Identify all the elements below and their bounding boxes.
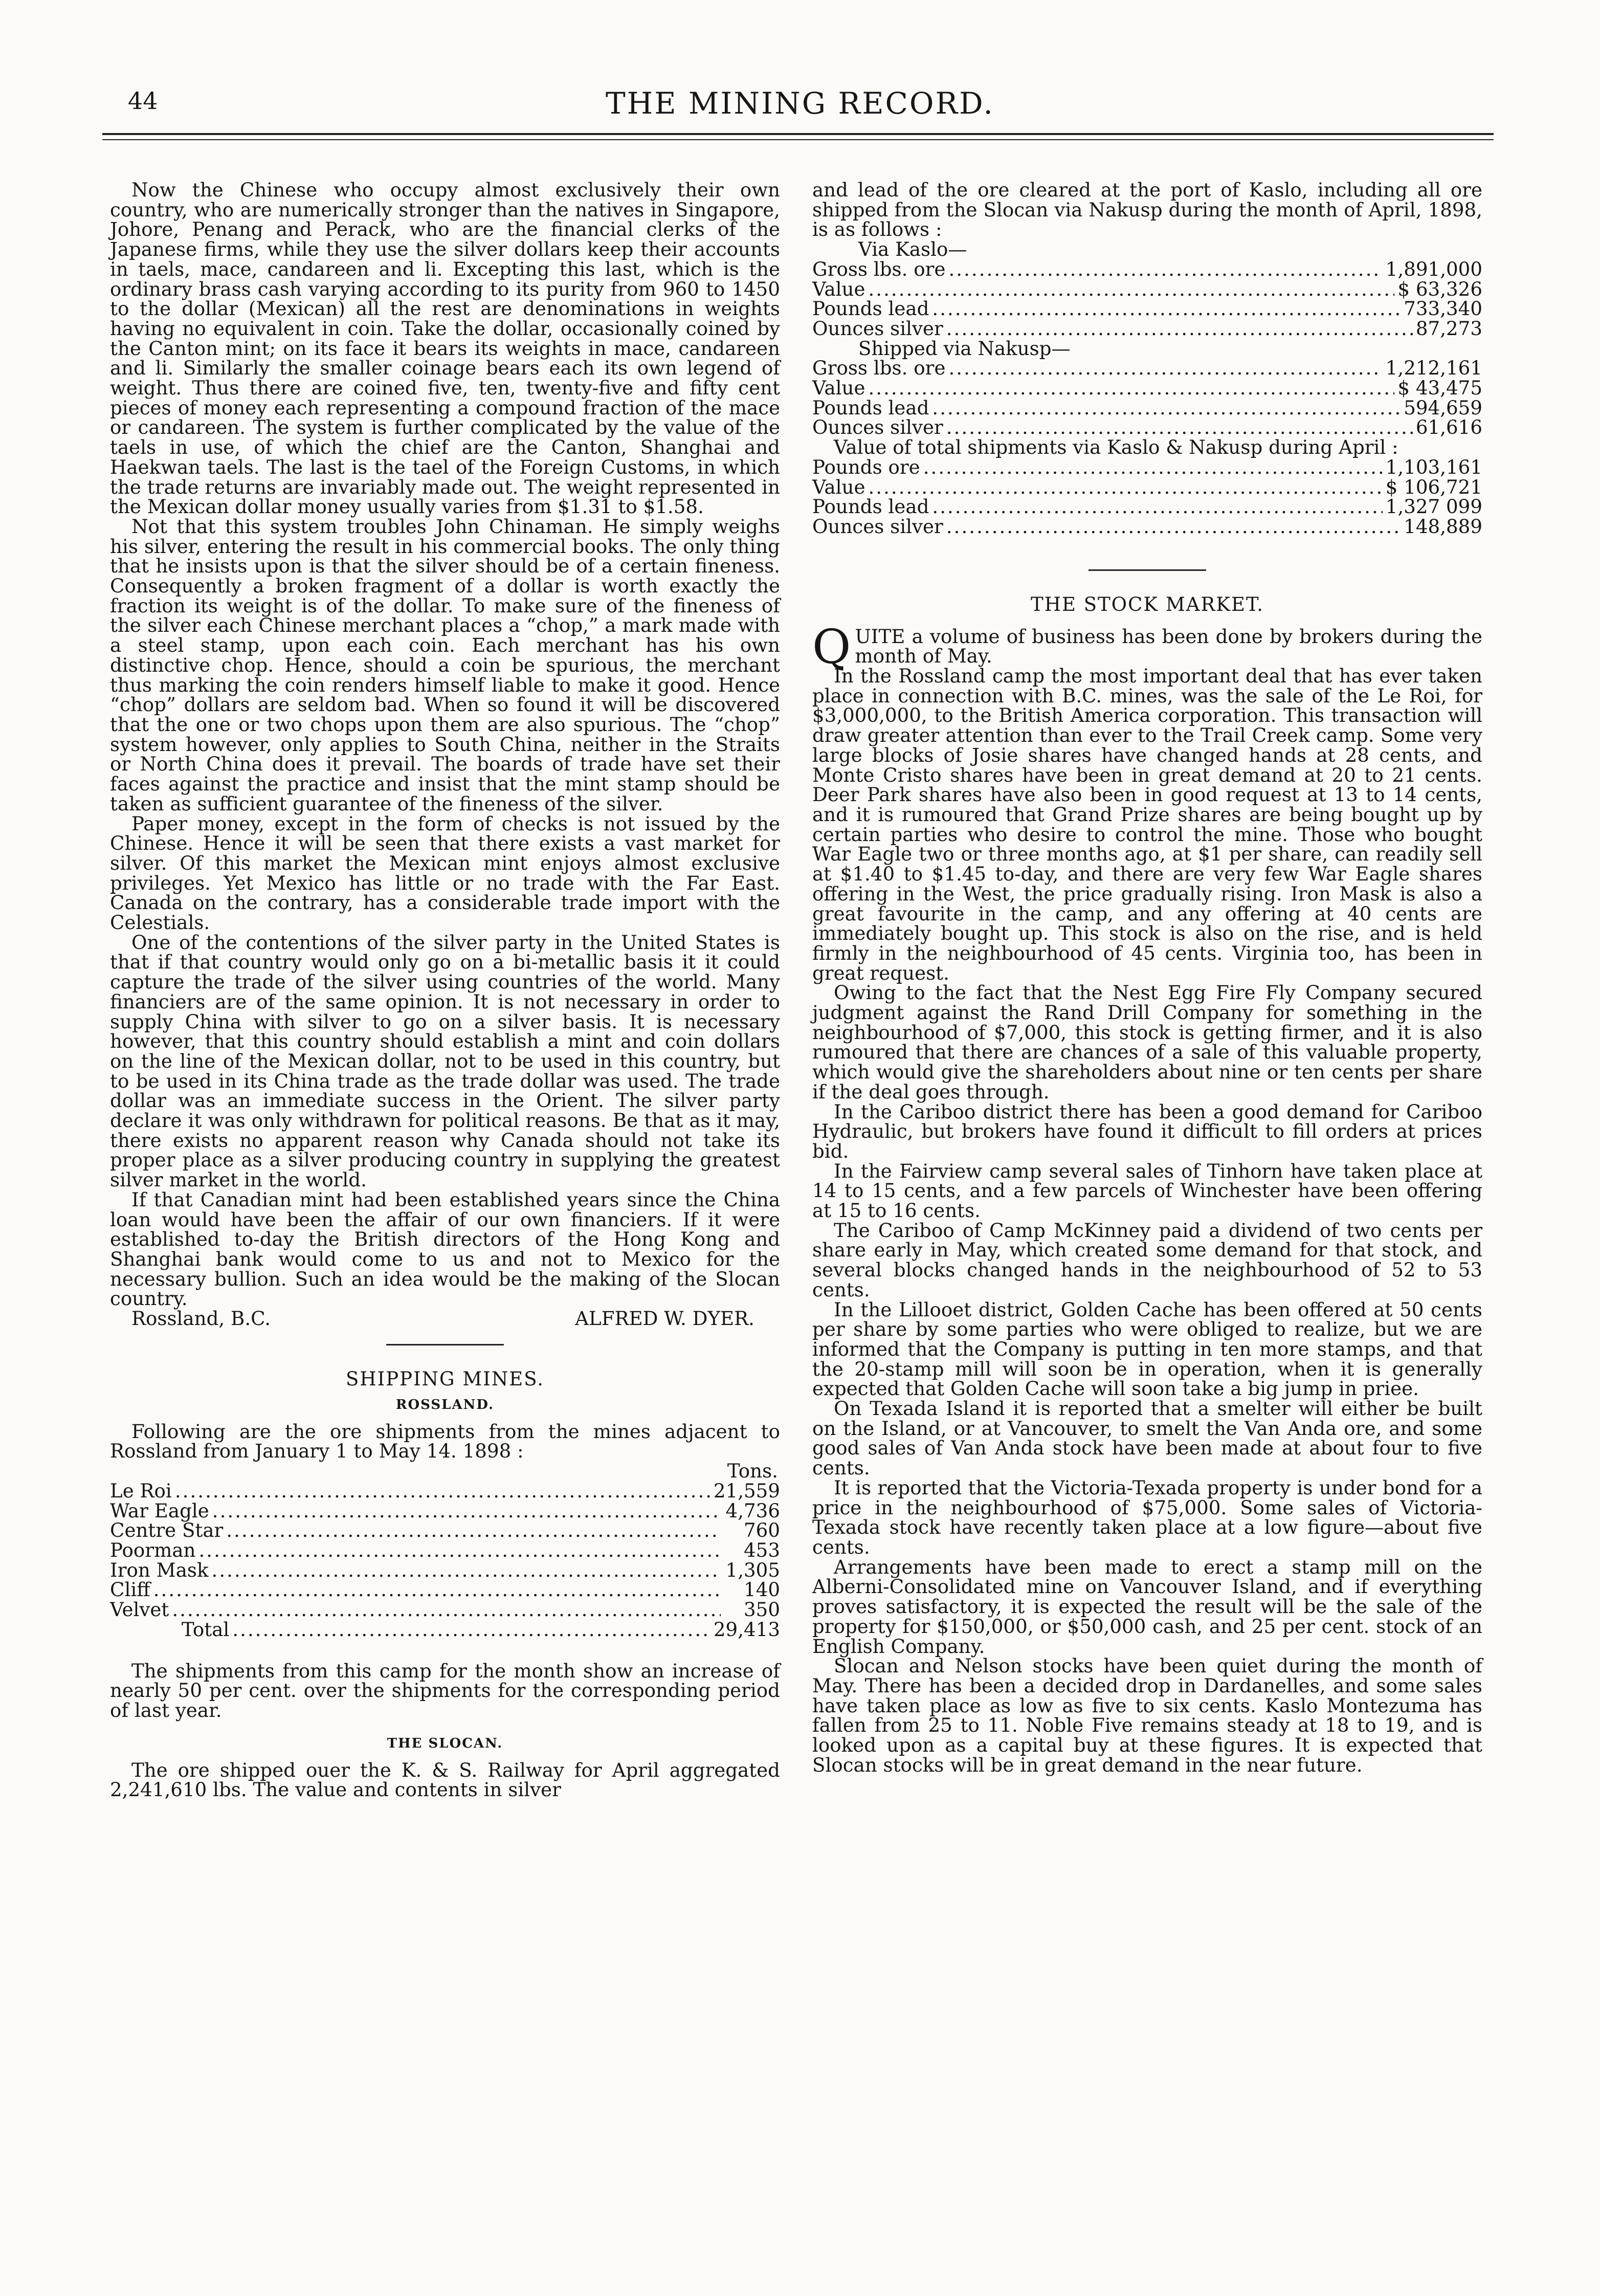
row-label: Value [812,475,865,498]
article-paragraph: Not that this system troubles John Chinaman. He simply weighs his silver, entering the result in his commercial books. The only thing that he insists upon is that the silver should be of a certain fineness. Consequently a broken fragment of a dollar is worth exactly the fraction its weight is of the dollar. To make sure of the fineness of the silver each Chinese merchant places a “chop,” a mark made with a steel stamp, upon each coin. Each merchant has his own distinctive chop. Hence, should a coin be spurious, the merchant thus marking the coin renders himself liable to make it good. Hence “chop” dollars are seldom bad. When so found it will be discovered that the one or two chops upon them are also spurious. The “chop” system however, only applies to South China, neither in the Straits or North China does it prevail. The boards of trade have set their faces against the practice and insist that the mint stamp should be taken as sufficient guarantee of the fineness of the silver. [110,515,780,815]
table-row [812,299,1482,319]
leader-dots [868,279,1394,299]
row-value: 1,103,161 [1385,455,1482,478]
right-column [812,180,1482,1775]
leader-dots [932,299,1401,319]
row-value: 87,273 [1415,317,1482,340]
row-label: Iron Mask [110,1558,209,1581]
leader-dots [932,497,1382,517]
signature-line [110,1309,780,1329]
row-label: Pounds lead [812,495,929,518]
row-label: Gross lbs. ore [812,357,946,380]
row-label: Poorman [110,1539,196,1561]
leader-dots [946,417,1413,437]
table-row [812,477,1482,497]
row-value: $ 106,721 [1385,475,1482,498]
article-paragraph: It is reported that the Victoria-Texada property is under bond for a price in the neighbourhood of $75,000. Some sales of Victoria-Texada stock have recently taken place at a low figure—about five cents. [812,1476,1482,1558]
table-row [110,1600,780,1620]
leader-dots [198,1540,721,1560]
table-row [110,1501,780,1521]
row-label: War Eagle [110,1499,209,1522]
shipping-summary: The shipments from this camp for the month show an increase of nearly 50 per cent. over the shipments for the corresponding period of last year. [110,1659,780,1721]
row-value: 21,559 [713,1479,780,1502]
leader-dots [946,517,1401,537]
table-row [110,1580,780,1600]
section-divider [1088,569,1206,571]
table-row [110,1481,780,1501]
article-paragraph: If that Canadian mint had been established years since the China loan would have been the affair of our own financiers. If it were established to-day the British directors of the Hong Kong and Shanghai bank would come to us and not to Mexico for the necessary bullion. Such an idea would be the making of the Slocan country. [110,1188,780,1310]
subsection-title-slocan: THE SLOCAN. [387,1735,503,1751]
page-number: 44 [128,87,158,115]
row-value: $ 63,326 [1397,277,1482,300]
row-label: Value [812,377,865,400]
table-row [110,1560,780,1580]
shipping-intro: Following are the ore shipments from the mines adjacent to Rossland from January 1 to May 14. 1898 : [110,1420,780,1463]
row-label: Velvet [110,1598,169,1621]
kaslo-table [812,239,1482,339]
row-value: 453 [744,1539,780,1561]
row-label: Pounds lead [812,297,929,320]
row-label: Ounces silver [812,317,943,340]
left-column [110,180,780,1800]
leader-dots [932,398,1401,418]
row-value: 1,305 [725,1558,780,1581]
row-value: 733,340 [1404,297,1482,320]
totals-heading: Value of total shipments via Kaslo & Nakusp during April : [834,436,1398,459]
leader-dots [923,457,1383,477]
leader-dots [948,259,1382,279]
row-value: 61,616 [1415,416,1482,439]
totals-table [812,457,1482,537]
section-title-stock-market: THE STOCK MARKET. [1031,593,1264,615]
leader-dots [232,1620,710,1640]
row-value: 760 [744,1519,780,1542]
article-paragraph: Slocan and Nelson stocks have been quiet during the month of May. There has been a decided drop in Dardanelles, and some sales have taken place as low as five to six cents. Kaslo Montezuma has fallen from 25 to 11. Noble Five remains steady at 18 to 19, and is looked upon as a capital buy at these figures. It is expected that Slocan stocks will be in great demand in the near future. [812,1654,1482,1776]
section-title-shipping: SHIPPING MINES. [345,1367,544,1390]
table-row [812,279,1482,299]
leader-dots [948,358,1382,378]
article-paragraph: The Cariboo of Camp McKinney paid a dividend of two cents per share early in May, which created some demand for that stock, and several blocks changed hands in the neighbourhood of 52 to 53 cents. [812,1219,1482,1301]
row-label: Pounds ore [812,455,920,478]
leader-dots [868,477,1382,497]
row-label: Ounces silver [812,416,943,439]
rossland-table [110,1461,780,1639]
leader-dots [212,1560,721,1580]
leader-dots [868,378,1394,398]
table-row [812,378,1482,398]
article-paragraph: Owing to the fact that the Nest Egg Fire Fly Company secured judgment against the Rand Drill Company for something in the neighbourhood of $7,000, this stock is getting firmer, and it is also rumoured that there are chances of a sale of this valuable property, which would give the shareholders about nine or ten cents per share if the deal goes through. [812,981,1482,1103]
header-rule-thick [102,133,1494,135]
row-value: 29,413 [713,1618,780,1641]
table-row [812,517,1482,537]
row-value: 148,889 [1404,515,1482,538]
table-total-row [110,1620,780,1640]
subsection-title-rossland: ROSSLAND. [395,1397,495,1412]
article-paragraph [812,619,1482,674]
leader-dots [946,319,1413,339]
drop-cap: Q [812,619,851,674]
row-value: 1,327 099 [1385,495,1482,518]
table-row [812,457,1482,477]
article-paragraph: In the Rossland camp the most important deal that has ever taken place in connection with B.C. mines, was the sale of the Le Roi, for $3,000,000, to the British America corporation. This transaction will draw greater attention than ever to the Trail Creek camp. Some very large blocks of Josie shares have changed hands at 28 cents, and Monte Cristo shares have been in great demand at 20 to 21 cents. Deer Park shares have also been in good request at 13 to 14 cents, and it is rumoured that Grand Prize shares are being bought up by certain parties who desire to control the mine. Those who bought War Eagle two or three months ago, at $1 per share, can readily sell at $1.40 to $1.45 to-day, and there are very few War Eagle shares offering in the West, the price gradually rising. Iron Mask is also a great favourite in the camp, and any offering at 40 cents are immediately bought up. This stock is also on the rise, and is held firmly in the neighbourhood of 45 cents. Virginia too, has been in great request. [812,665,1482,984]
row-value: $ 43,475 [1397,377,1482,400]
slocan-intro: The ore shipped ouer the K. & S. Railway for April aggregated 2,241,610 lbs. The value and contents in silver [110,1758,780,1801]
row-value: 1,891,000 [1385,257,1482,280]
row-value: 4,736 [725,1499,780,1522]
row-label: Centre Star [110,1519,224,1542]
leader-dots [212,1501,721,1521]
unit-header: Tons. [727,1460,778,1483]
row-label: Total [182,1618,230,1641]
running-title: THE MINING RECORD. [606,86,994,121]
row-value: 1,212,161 [1385,357,1482,380]
table-heading: Shipped via Nakusp— [858,337,1071,360]
leader-dots [226,1520,721,1540]
nakusp-table [812,339,1482,438]
signature-author: ALFRED W. DYER. [575,1307,754,1330]
table-heading: Via Kaslo— [858,238,967,261]
row-value: 140 [744,1578,780,1601]
row-value: 594,659 [1404,396,1482,419]
article-paragraph: In the Lillooet district, Golden Cache has been offered at 50 cents per share by some parties who were obliged to realize, but we are informed that the Company is putting in ten more stamps, and that the 20-stamp mill will soon be in operation, when it is generally expected that Golden Cache will soon take a big jump in priee. [812,1298,1482,1400]
article-paragraph: In the Fairview camp several sales of Tinhorn have taken place at 14 to 15 cents, and a few parcels of Winchester have been offering at 15 to 16 cents. [812,1159,1482,1222]
article-paragraph: Paper money, except in the form of checks is not issued by the Chinese. Hence it will be seen that there exists a vast market for silver. Of this market the Mexican mint enjoys almost exclusive privileges. Yet Mexico has little or no trade with the Far East. Canada on the contrary, has a considerable trade import with the Celestials. [110,812,780,934]
table-row [812,259,1482,279]
row-label: Le Roi [110,1479,172,1502]
section-divider [386,1344,504,1345]
table-row [812,319,1482,339]
article-paragraph: On Texada Island it is reported that a smelter will either be built on the Island, or at Vancouver, to smelt the Van Anda ore, and some good sales of Van Anda stock have been made at about four to five cents. [812,1397,1482,1480]
row-label: Value [812,277,865,300]
header-rule-thin [102,139,1494,140]
continuation-paragraph: and lead of the ore cleared at the port of Kaslo, including all ore shipped from the Slocan via Nakusp during the month of April, 1898, is as follows : [812,179,1482,241]
leader-dots [172,1600,721,1620]
article-paragraph: Arrangements have been made to erect a stamp mill on the Alberni-Consolidated mine on Vancouver Island, and if everything proves satisfactory, it is expected the result will be the sale of the property for $150,000, or $50,000 cash, and 25 per cent. stock of an English Company. [812,1555,1482,1658]
table-row [110,1520,780,1540]
leader-dots [175,1481,710,1501]
row-label: Ounces silver [812,515,943,538]
article-paragraph: Now the Chinese who occupy almost exclusively their own country, who are numerically stronger than the natives in Singapore, Johore, Penang and Perack, who are the financial clerks of the Japanese firms, while they use the silver dollars keep their accounts in taels, mace, candareen and li. Excepting this last, which is the ordinary brass cash varying according to its purity from 960 to 1450 to the dollar (Mexican) all the rest are denominations in weights having no equivalent in coin. Take the dollar, occasionally coined by the Canton mint; on its face it bears its weights in mace, candareen and li. Similarly the smaller coinage bears each its own legend of weight. Thus there are coined five, ten, twenty-five and fifty cent pieces of money each representing a compound fraction of the mace or candareen. The system is further complicated by the value of the taels in use, of which the chief are the Canton, Shanghai and Haekwan taels. The last is the tael of the Foreign Customs, in which the trade returns are invariably made out. The weight represented in the Mexican dollar money usually varies from $1.31 to $1.58. [110,179,780,518]
row-label: Pounds lead [812,396,929,419]
table-row [812,398,1482,418]
table-row [110,1540,780,1560]
table-row [812,358,1482,378]
article-paragraph: One of the contentions of the silver party in the United States is that if that country would only go on a bi-metallic basis it it could capture the trade of the silver using countries of the world. Many financiers are of the same opinion. It is not necessary in order to supply China with silver to go on a silver basis. It is necessary however, that this country should establish a mint and coin dollars on the line of the Mexican dollar, not to be used in this country, but to be used in its China trade as the trade dollar was used. The trade dollar was an immediate success in the Orient. The silver party declare it was only withdrawn for political reasons. Be that as it may, there exists no apparent reason why Canada should not take its proper place as a silver producing country in supplying the greatest silver market in the world. [110,931,780,1191]
table-row [812,417,1482,437]
drop-cap-continuation: UITE a volume of business has been done by brokers during the month of May. [855,625,1482,668]
row-value: 350 [744,1598,780,1621]
table-row [812,497,1482,517]
leader-dots [153,1580,721,1600]
row-label: Gross lbs. ore [812,257,946,280]
signature-place: Rossland, B.C. [131,1307,271,1330]
row-label: Cliff [110,1578,150,1601]
article-paragraph: In the Cariboo district there has been a good demand for Cariboo Hydraulic, but brokers have found it difficult to fill orders at prices bid. [812,1100,1482,1162]
